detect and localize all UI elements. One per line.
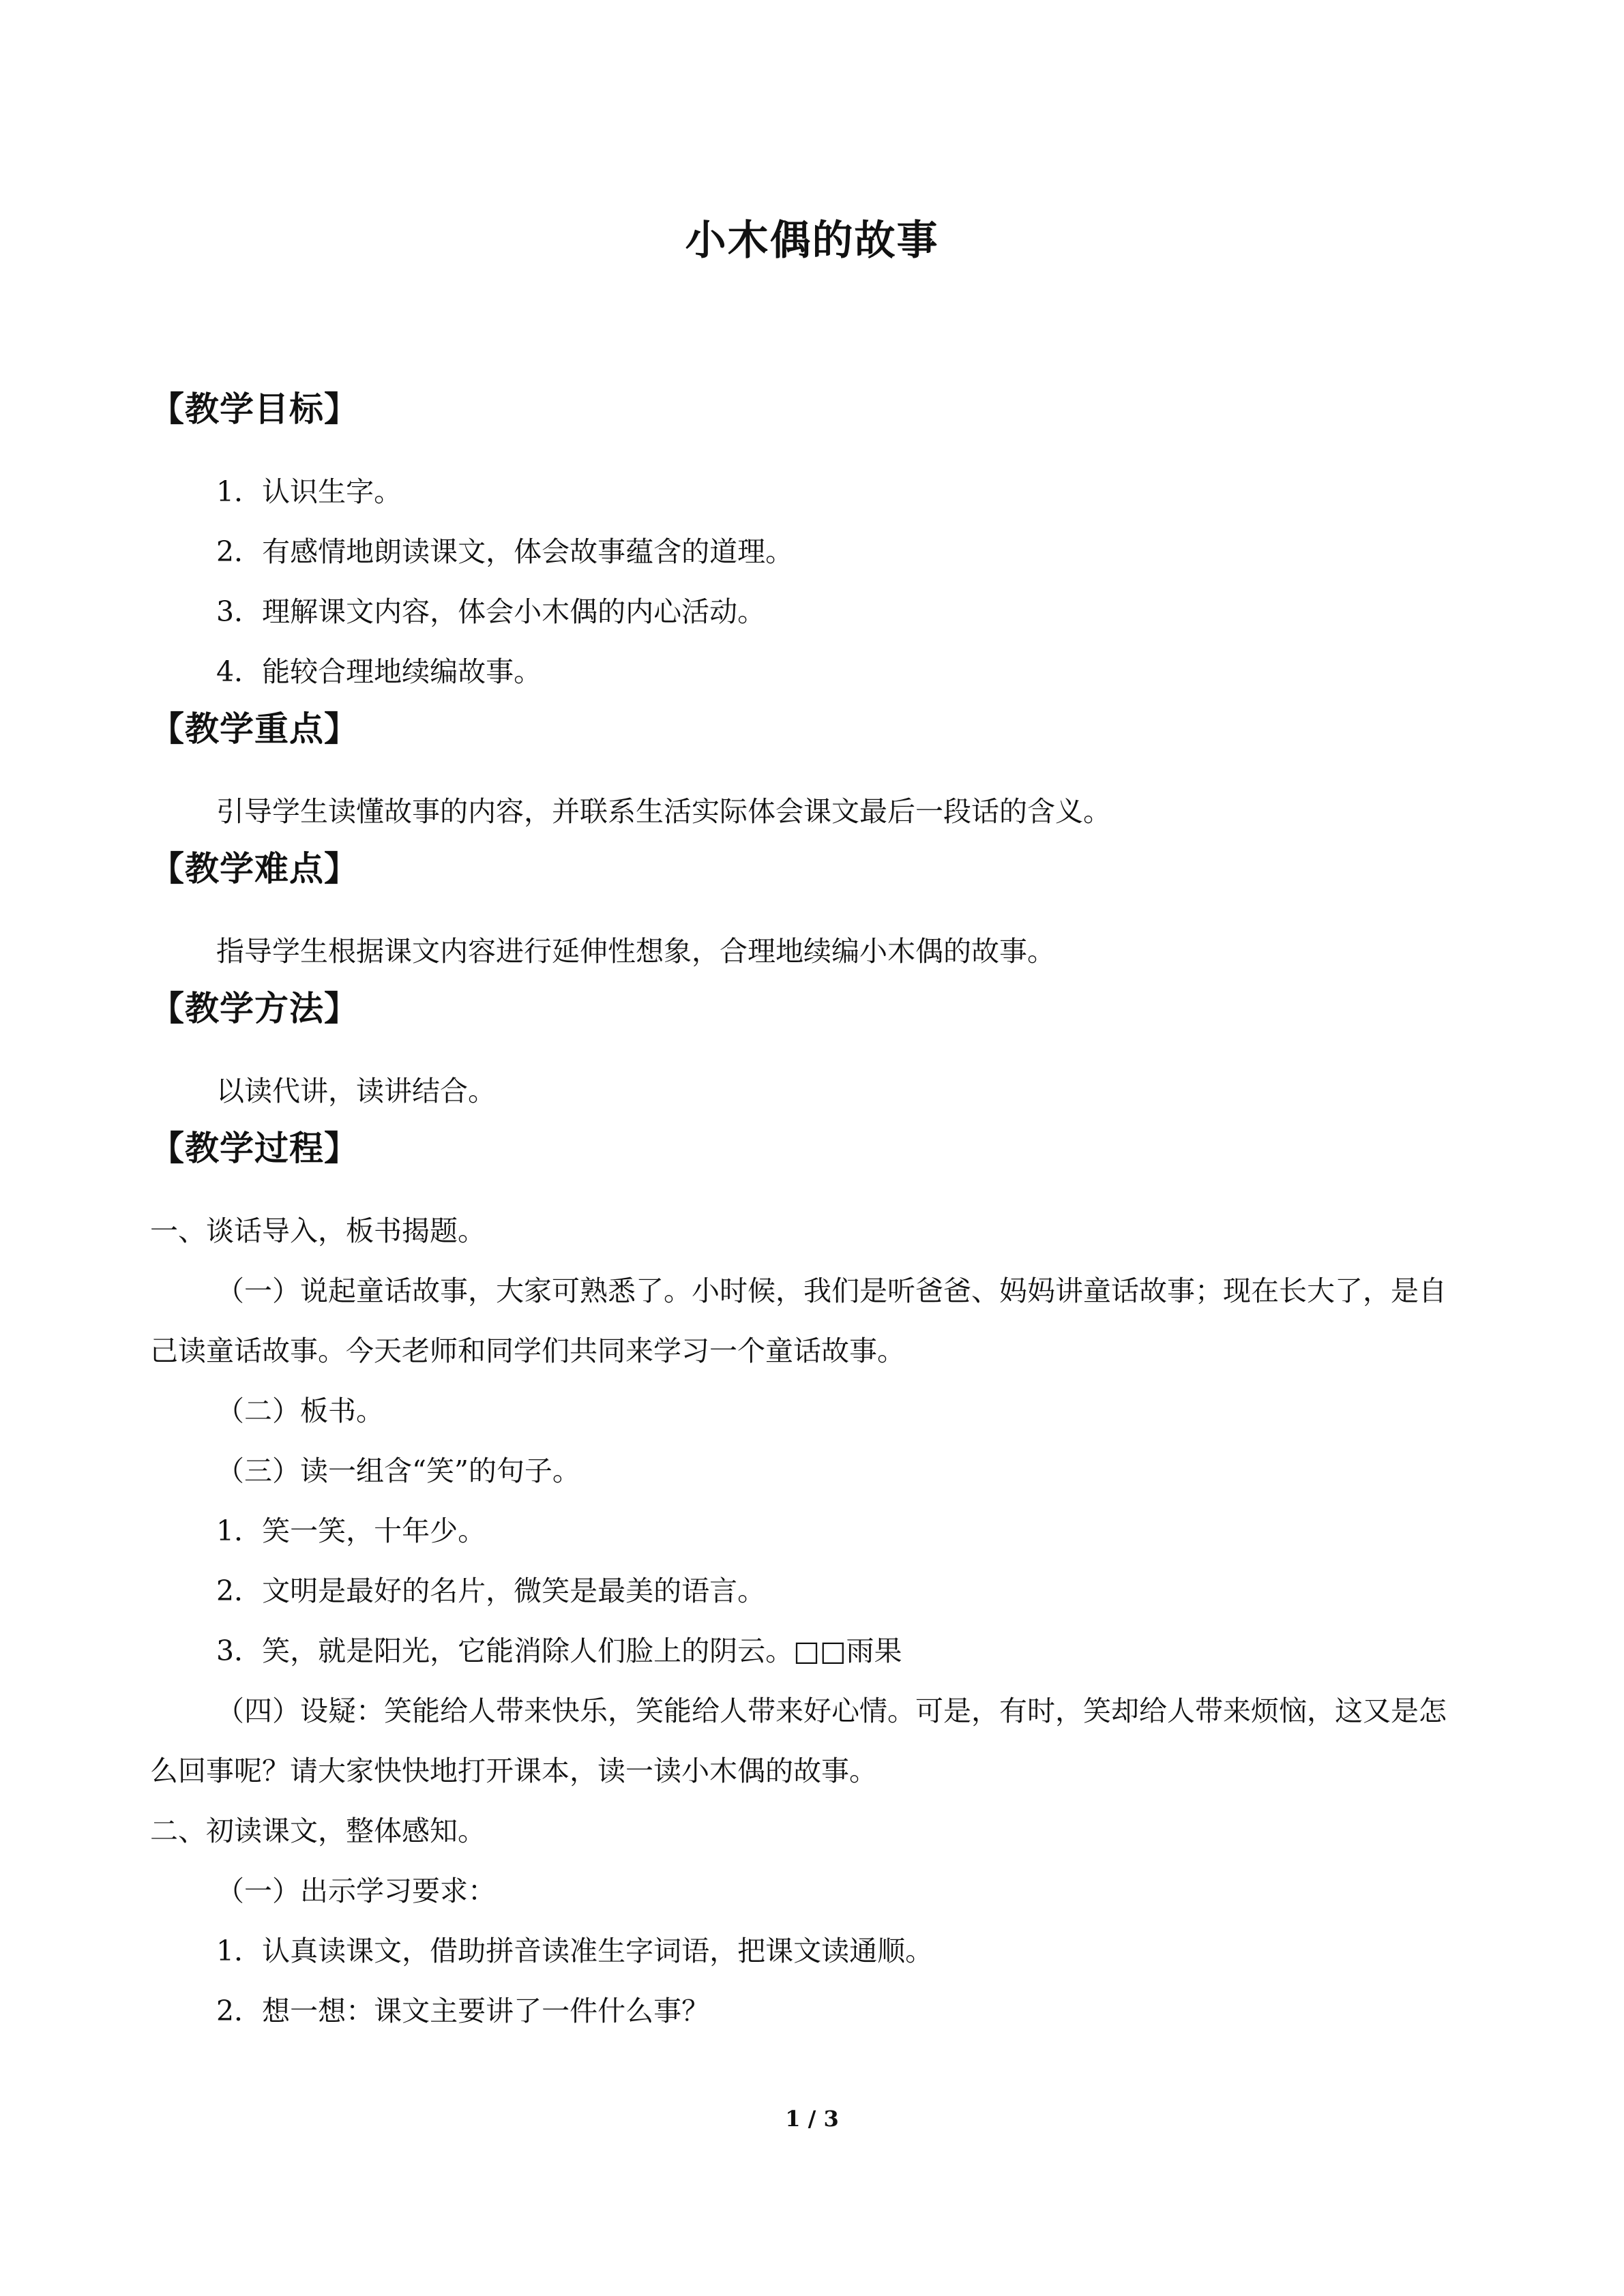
- process-paragraph: （一）说起童话故事，大家可熟悉了。小时候，我们是听爸爸、妈妈讲童话故事；现在长大了，是自己读童话故事。今天老师和同学们共同来学习一个童话故事。: [150, 1274, 1447, 1367]
- process-paragraph: （一）出示学习要求：: [216, 1875, 496, 1907]
- section-heading-methods: 【教学方法】: [150, 989, 359, 1028]
- process-requirement-item: 2．想一想：课文主要讲了一件什么事？: [216, 1995, 710, 2027]
- goal-item: 2．有感情地朗读课文，体会故事蕴含的道理。: [216, 535, 794, 568]
- section-heading-goals: 【教学目标】: [150, 389, 359, 429]
- process-quote-item: 1．笑一笑，十年少。: [216, 1515, 486, 1547]
- page-number: 1 / 3: [785, 2106, 839, 2132]
- process-quote-item: 3．笑，就是阳光，它能消除人们脸上的阴云。□□雨果: [216, 1635, 902, 1667]
- goal-item: 4．能较合理地续编故事。: [216, 655, 542, 688]
- section-heading-difficulties: 【教学难点】: [150, 849, 359, 889]
- goal-item: 3．理解课文内容，体会小木偶的内心活动。: [216, 595, 766, 628]
- section-heading-key-points: 【教学重点】: [150, 709, 359, 749]
- process-quote-item: 2．文明是最好的名片，微笑是最美的语言。: [216, 1575, 766, 1607]
- difficulties-text: 指导学生根据课文内容进行延伸性想象，合理地续编小木偶的故事。: [216, 935, 1055, 968]
- process-paragraph: （四）设疑：笑能给人带来快乐，笑能给人带来好心情。可是，有时，笑却给人带来烦恼，这又是怎么回事呢？请大家快快地打开课本，读一读小木偶的故事。: [150, 1695, 1447, 1787]
- section-heading-process: 【教学过程】: [150, 1129, 359, 1168]
- process-paragraph: （三）读一组含“笑”的句子。: [216, 1455, 580, 1487]
- key-points-text: 引导学生读懂故事的内容，并联系生活实际体会课文最后一段话的含义。: [216, 795, 1111, 828]
- process-paragraph: （二）板书。: [216, 1395, 384, 1427]
- document-body: [150, 382, 1460, 2041]
- process-step-heading: 一、谈话导入，板书揭题。: [150, 1214, 486, 1247]
- document-title: 小木偶的故事: [685, 217, 939, 265]
- goal-item: 1．认识生字。: [216, 475, 402, 508]
- process-requirement-item: 1．认真读课文，借助拼音读准生字词语，把课文读通顺。: [216, 1935, 934, 1967]
- process-step-heading: 二、初读课文，整体感知。: [150, 1815, 486, 1847]
- methods-text: 以读代讲，读讲结合。: [216, 1075, 496, 1107]
